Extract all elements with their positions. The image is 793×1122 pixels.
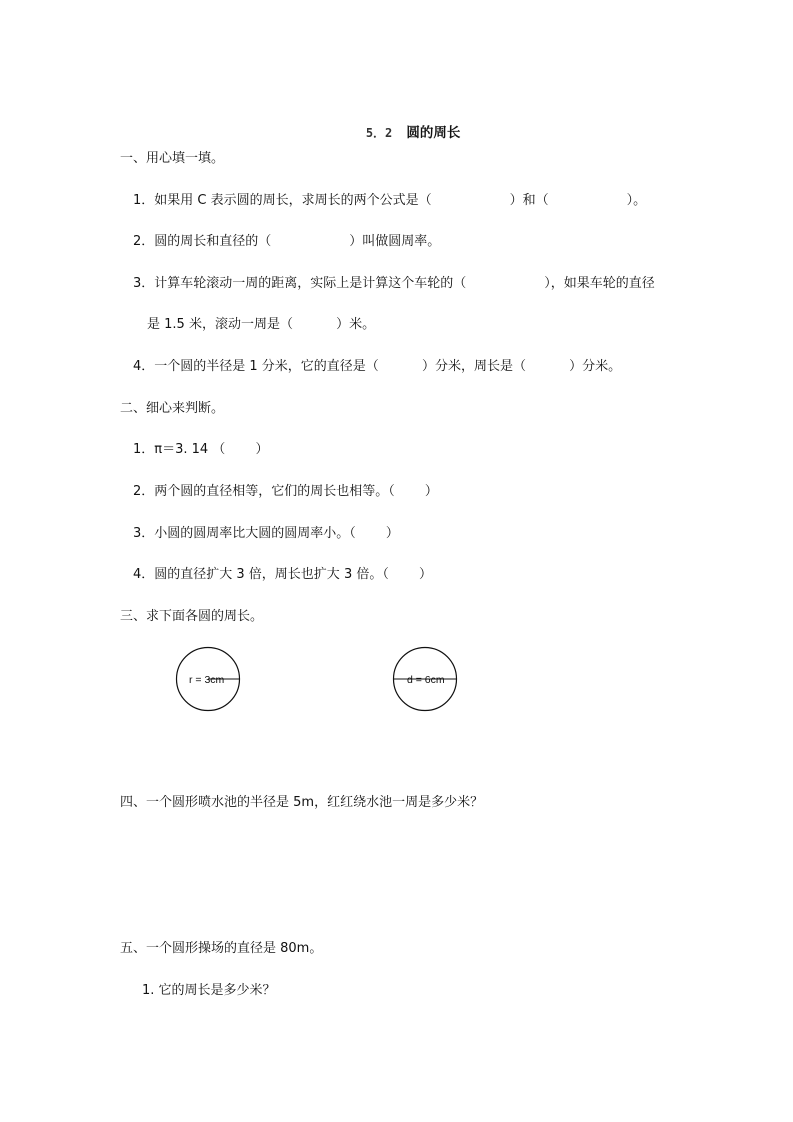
- judge-question-4: 4．圆的直径扩大 3 倍，周长也扩大 3 倍。（ ）: [133, 567, 432, 582]
- section5-heading: 五、一个圆形操场的直径是 80m。: [120, 941, 323, 956]
- fill-question-2: 2．圆的周长和直径的（ ）叫做圆周率。: [133, 234, 441, 249]
- section1-heading: 一、用心填一填。: [120, 151, 225, 166]
- radius-label: r = 3cm: [189, 674, 225, 686]
- fill-question-1: 1．如果用 C 表示圆的周长，求周长的两个公式是（ ）和（ ）。: [133, 193, 647, 208]
- page-title: [347, 109, 460, 157]
- fill-question-3-cont: 是 1.5 米，滚动一周是（ ）米。: [147, 317, 376, 332]
- fill-question-4: 4．一个圆的半径是 1 分米，它的直径是（ ）分米，周长是（ ）分米。: [133, 359, 622, 374]
- circle-diameter-figure: [392, 646, 460, 714]
- title-text: 圆的周长: [406, 125, 461, 141]
- fill-question-3: 3．计算车轮滚动一周的距离，实际上是计算这个车轮的（ ），如果车轮的直径: [133, 276, 655, 291]
- judge-question-3: 3．小圆的圆周率比大圆的圆周率小。（ ）: [133, 526, 399, 541]
- section5-question-1: 1. 它的周长是多少米？: [142, 983, 276, 998]
- judge-question-1: 1．π＝3. 14 （ ）: [133, 442, 269, 457]
- section2-heading: 二、细心来判断。: [120, 401, 225, 416]
- section3-heading: 三、求下面各圆的周长。: [120, 609, 264, 624]
- circle-radius-figure: [175, 646, 243, 714]
- section4-question: 四、一个圆形喷水池的半径是 5m，红红绕水池一周是多少米？: [120, 795, 484, 810]
- section-number: 5．2: [365, 126, 393, 140]
- diameter-label: d = 6cm: [407, 674, 445, 686]
- judge-question-2: 2．两个圆的直径相等，它们的周长也相等。（ ）: [133, 484, 438, 499]
